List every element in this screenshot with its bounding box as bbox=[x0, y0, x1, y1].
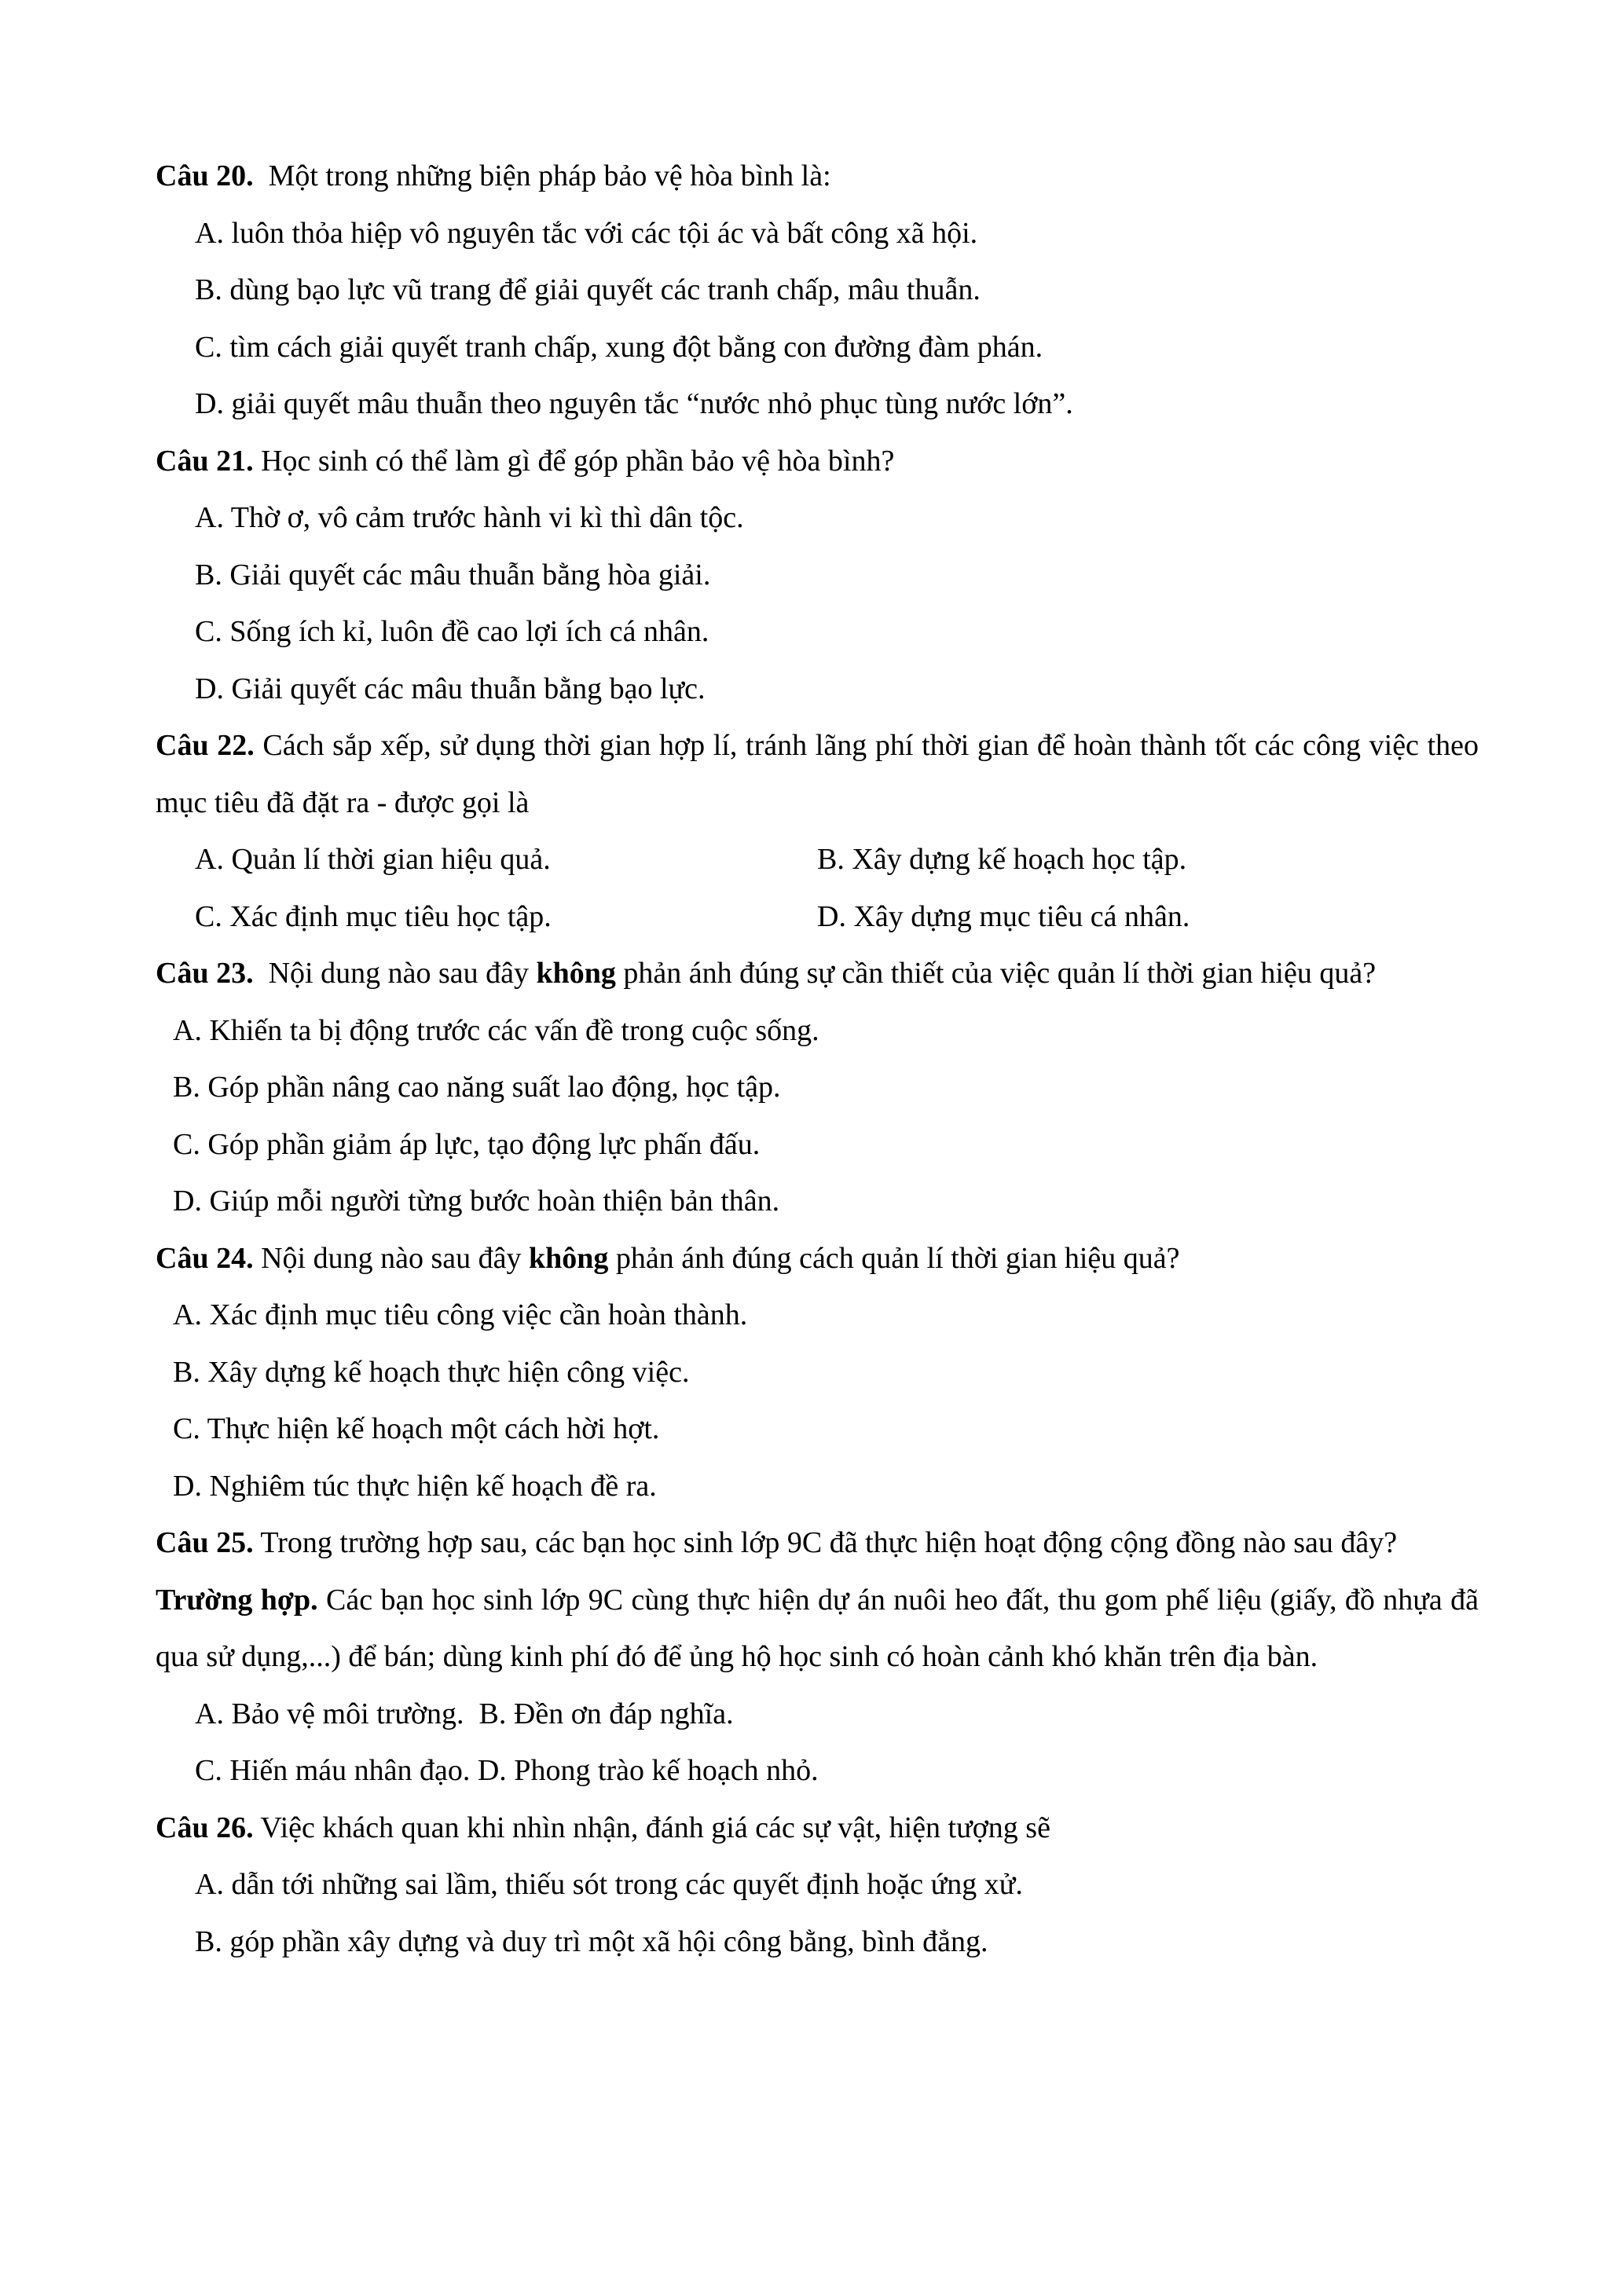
question-number: Câu 20. bbox=[156, 159, 254, 192]
question-stem-pre: Nội dung nào sau đây bbox=[268, 957, 529, 990]
option-a: A. dẫn tới những sai lầm, thiếu sót trong các quyết định hoặc ứng xử. bbox=[195, 1868, 1023, 1901]
option-d: D. Nghiêm túc thực hiện kế hoạch đề ra. bbox=[173, 1469, 657, 1503]
option-a: A. luôn thỏa hiệp vô nguyên tắc với các tội ác và bất công xã hội. bbox=[195, 216, 978, 250]
option-b: B. góp phần xây dựng và duy trì một xã hội công bằng, bình đẳng. bbox=[195, 1924, 988, 1958]
question-number: Câu 22. bbox=[156, 729, 255, 762]
case-label: Trường hợp. bbox=[156, 1583, 318, 1617]
case-text: Các bạn học sinh lớp 9C cùng thực hiện dự án nuôi heo đất, thu gom phế liệu (giấy, đồ nhựa đã qua sử dụng,...) để bán; dùng kinh phí đó để ủng hộ học sinh có hoàn cảnh khó khăn trên địa bàn. bbox=[156, 1583, 1479, 1673]
question-number: Câu 24. bbox=[156, 1241, 254, 1275]
option-b: B. Giải quyết các mâu thuẫn bằng hòa giải. bbox=[195, 558, 711, 591]
option-d: D. Xây dựng mục tiêu cá nhân. bbox=[817, 899, 1190, 933]
option-row bbox=[156, 831, 1479, 888]
option-d: D. Giúp mỗi người từng bước hoàn thiện bản thân. bbox=[173, 1185, 780, 1218]
option-row bbox=[156, 888, 1479, 946]
question-25 bbox=[156, 1514, 1479, 1572]
option-a: A. Thờ ơ, vô cảm trước hành vi kì thì dân tộc. bbox=[195, 501, 744, 534]
question-20 bbox=[156, 148, 1479, 205]
question-number: Câu 25. bbox=[156, 1526, 254, 1559]
emphasis-not: không bbox=[536, 957, 616, 990]
emphasis-not: không bbox=[528, 1241, 609, 1275]
option-b: B. Góp phần nâng cao năng suất lao động, học tập. bbox=[173, 1071, 781, 1104]
option-c: C. Xác định mục tiêu học tập. bbox=[195, 899, 552, 933]
question-stem-post: phản ánh đúng cách quản lí thời gian hiệu quả? bbox=[615, 1241, 1180, 1275]
option-a: A. Xác định mục tiêu công việc cần hoàn thành. bbox=[173, 1298, 748, 1331]
case-paragraph bbox=[156, 1572, 1479, 1686]
option-c: C. Thực hiện kế hoạch một cách hời hợt. bbox=[173, 1412, 660, 1445]
option-c: C. Sống ích kỉ, luôn đề cao lợi ích cá nhân. bbox=[195, 615, 709, 648]
option-a: A. Khiến ta bị động trước các vấn đề trong cuộc sống. bbox=[173, 1013, 819, 1047]
question-24 bbox=[156, 1230, 1479, 1287]
option-b: B. dùng bạo lực vũ trang để giải quyết các tranh chấp, mâu thuẫn. bbox=[195, 273, 981, 306]
option-b: B. Xây dựng kế hoạch thực hiện công việc. bbox=[173, 1355, 690, 1389]
options-a-b: A. Bảo vệ môi trường. B. Đền ơn đáp nghĩa. bbox=[195, 1697, 734, 1730]
question-22 bbox=[156, 717, 1479, 831]
question-26 bbox=[156, 1800, 1479, 1857]
option-a: A. Quản lí thời gian hiệu quả. bbox=[195, 843, 551, 876]
question-stem: Cách sắp xếp, sử dụng thời gian hợp lí, tránh lãng phí thời gian để hoàn thành tốt các công việc theo mục tiêu đã đặt ra - được gọi là bbox=[156, 729, 1479, 819]
question-stem-pre: Nội dung nào sau đây bbox=[261, 1241, 522, 1275]
option-c: C. Góp phần giảm áp lực, tạo động lực phấn đấu. bbox=[173, 1127, 761, 1161]
question-stem: Học sinh có thể làm gì để góp phần bảo vệ hòa bình? bbox=[261, 444, 895, 478]
question-stem-post: phản ánh đúng sự cần thiết của việc quản lí thời gian hiệu quả? bbox=[623, 957, 1377, 990]
question-stem: Trong trường hợp sau, các bạn học sinh lớp 9C đã thực hiện hoạt động cộng đồng nào sau đây? bbox=[260, 1526, 1398, 1559]
question-number: Câu 23. bbox=[156, 957, 254, 990]
question-number: Câu 26. bbox=[156, 1811, 254, 1844]
options-c-d: C. Hiến máu nhân đạo. D. Phong trào kế hoạch nhỏ. bbox=[195, 1754, 819, 1787]
option-c: C. tìm cách giải quyết tranh chấp, xung đột bằng con đường đàm phán. bbox=[195, 330, 1043, 364]
question-stem: Một trong những biện pháp bảo vệ hòa bình là: bbox=[268, 159, 831, 192]
option-d: D. Giải quyết các mâu thuẫn bằng bạo lực. bbox=[195, 672, 706, 705]
question-stem: Việc khách quan khi nhìn nhận, đánh giá các sự vật, hiện tượng sẽ bbox=[260, 1811, 1050, 1844]
question-number: Câu 21. bbox=[156, 444, 254, 478]
question-21 bbox=[156, 433, 1479, 490]
option-d: D. giải quyết mâu thuẫn theo nguyên tắc “nước nhỏ phục tùng nước lớn”. bbox=[195, 387, 1073, 420]
option-b: B. Xây dựng kế hoạch học tập. bbox=[817, 843, 1187, 876]
document-page bbox=[156, 148, 1479, 1970]
question-23 bbox=[156, 945, 1479, 1002]
